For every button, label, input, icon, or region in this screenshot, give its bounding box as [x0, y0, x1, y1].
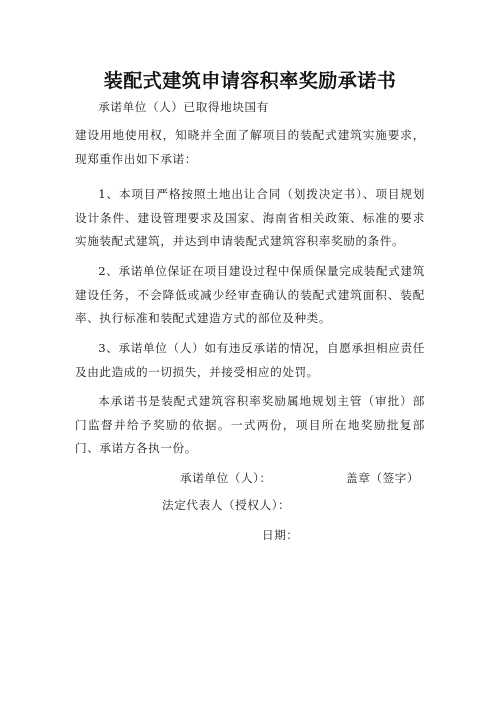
commitment-2-text: 2、承诺单位保证在项目建设过程中保质保量完成装配式建筑建设任务，不会降低或减少经审查确认的装配式建筑面积、装配率、执行标准和装配式建造方式的部位及种类。 — [75, 264, 425, 325]
intro-text-1: 承诺单位（人）已取得地块国有 — [98, 100, 269, 114]
document-title: 装配式建筑申请容积率奖励承诺书 — [103, 70, 397, 92]
commitment-2 — [75, 260, 425, 331]
intro-line-2 — [75, 124, 425, 171]
signature-representative-label: 法定代表人（授权人）： — [162, 498, 291, 512]
commitment-1-text: 1、本项目严格按照土地出让合同（划拨决定书）、项目规划设计条件、建设管理要求及国家、海南省相关政策、标准的要求实施装配式建筑，并达到申请装配式建筑容积率奖励的条件。 — [75, 187, 425, 248]
commitment-3-text: 3、承诺单位（人）如有违反承诺的情况，自愿承担相应责任及由此造成的一切损失，并接受相应的处罚。 — [75, 341, 425, 379]
commitment-1 — [75, 183, 425, 254]
intro-text-2: 建设用地使用权，知晓并全面了解项目的装配式建筑实施要求，现郑重作出如下承诺： — [75, 128, 425, 166]
closing-paragraph — [75, 390, 425, 461]
commitment-3 — [75, 337, 425, 384]
signature-date-label: 日期： — [262, 528, 299, 542]
signature-party-label: 承诺单位（人）： — [180, 471, 272, 485]
intro-line-1 — [75, 96, 425, 120]
signature-seal-label: 盖章（签字） — [346, 471, 420, 485]
closing-text: 本承诺书是装配式建筑容积率奖励属地规划主管（审批）部门监督并给予奖励的依据。一式两份，项目所在地奖励批复部门、承诺方各执一份。 — [75, 394, 425, 455]
